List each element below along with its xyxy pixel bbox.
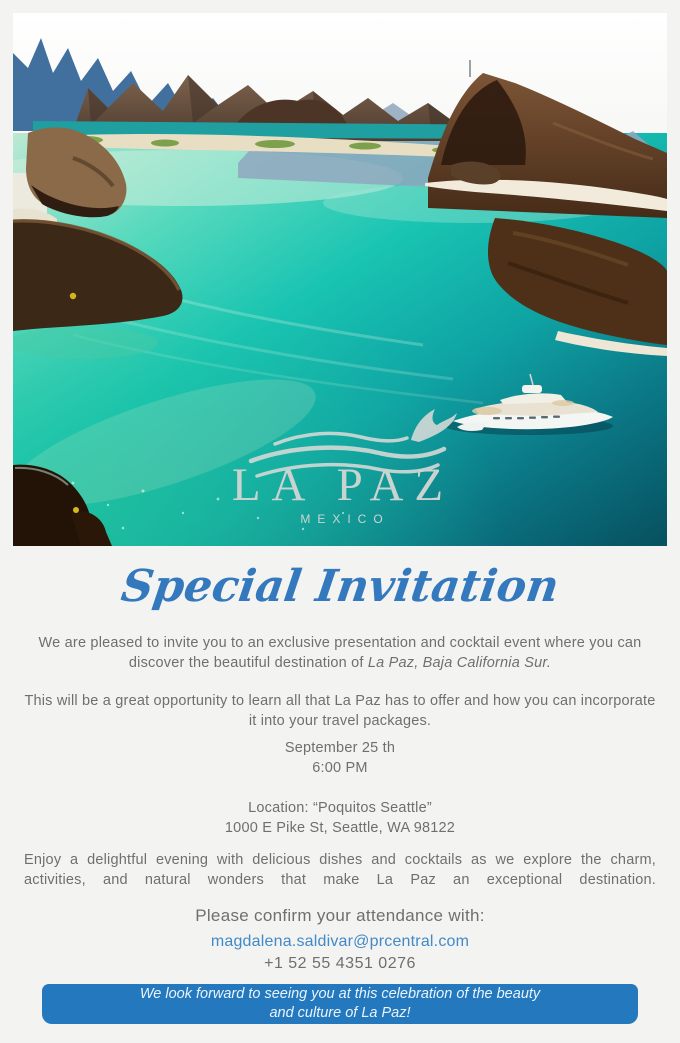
intro-paragraph [24,634,656,673]
page-title: Special Invitation [118,561,562,612]
location-address: 1000 E Pike St, Seattle, WA 98122 [224,819,456,836]
event-time: 6:00 PM [312,759,368,776]
enjoy-paragraph: Enjoy a delightful evening with delicious dishes and cocktails as we explore the charm, activities, and natural wonders that make La Paz an exceptional destination. [24,852,656,888]
lapaz-logo-text: LA PAZ [231,459,455,511]
contact-email-row [0,930,680,953]
bay-aerial-photo [13,13,667,546]
opportunity-paragraph: This will be a great opportunity to learn all that La Paz has to offer and how you can incorporate it into your travel packages. [24,693,656,729]
confirm-label: Please confirm your attendance with: [195,906,485,925]
contact-phone: +1 52 55 4351 0276 [264,955,416,972]
invitation-content [0,546,680,1024]
location-venue: Location: “Poquitos Seattle” [248,800,432,816]
closing-banner-line2: and culture of La Paz! [269,1005,411,1021]
event-date: September 25 th [284,740,396,756]
hero-image [13,13,667,546]
contact-email-link[interactable]: magdalena.saldivar@prcentral.com [210,933,470,950]
event-location [24,799,656,838]
closing-banner [42,984,638,1024]
event-datetime [24,739,656,778]
intro-destination: La Paz, Baja California Sur. [367,654,552,671]
intro-text: We are pleased to invite you to an exclusive presentation and cocktail event where you can discover the beautiful destination of [38,635,642,671]
lapaz-logo-subtitle: MEXICO [300,512,390,526]
closing-banner-line1: We look forward to seeing you at this celebration of the beauty [139,986,541,1002]
